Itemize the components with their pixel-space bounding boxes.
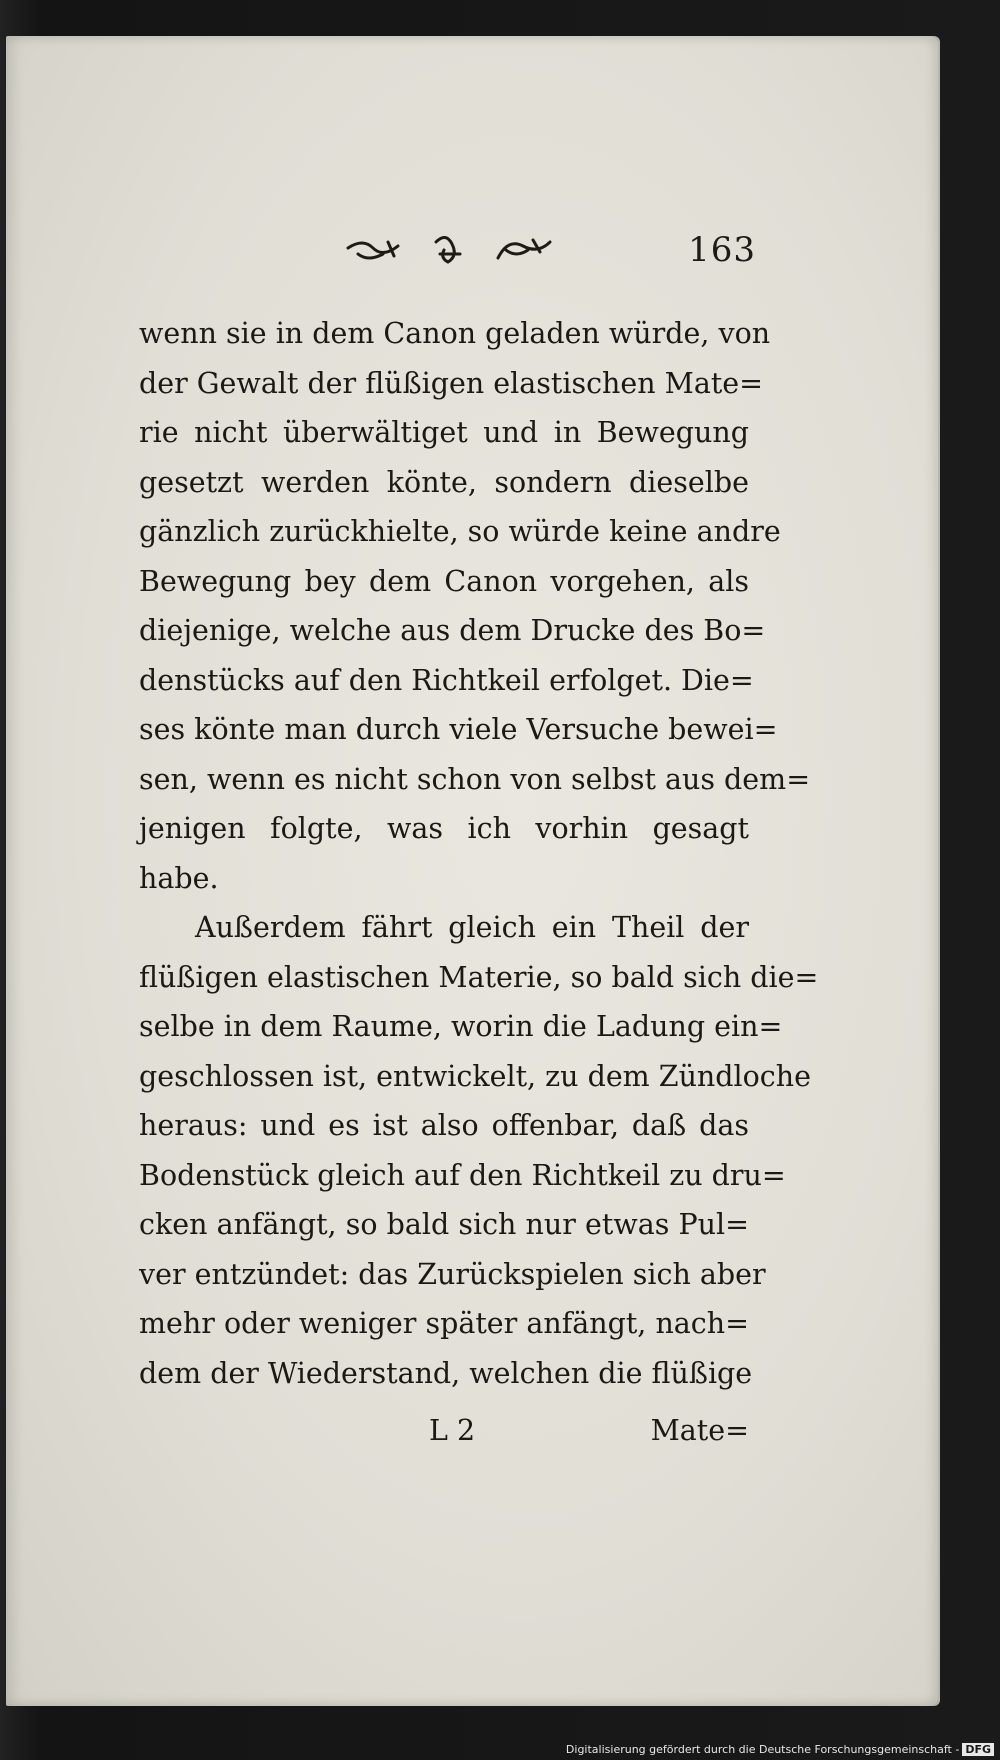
text-line: wenn sie in dem Canon geladen würde, von [139, 317, 771, 350]
page-header [136, 228, 756, 288]
text-line: sen, wenn es nicht schon von selbst aus dem= [139, 762, 811, 796]
text-line: heraus: und es ist also offenbar, daß das [139, 1109, 749, 1142]
credit-text: Digitalisierung gefördert durch die Deutsche Forschungsgemeinschaft - [565, 1743, 960, 1756]
text-line: der Gewalt der flüßigen elastischen Mate= [139, 366, 764, 400]
page-footer [139, 1414, 749, 1458]
catchword: Mate= [650, 1414, 749, 1447]
text-line: selbe in dem Raume, worin die Ladung ein= [139, 1010, 783, 1043]
dfg-logo: DFG [962, 1743, 994, 1756]
book-page [6, 36, 938, 1706]
text-line: diejenige, welche aus dem Drucke des Bo= [139, 614, 766, 647]
text-line: gesetzt werden könte, sondern dieselbe [139, 465, 749, 499]
text-line: ver entzündet: das Zurückspielen sich aber [139, 1257, 766, 1291]
text-line: rie nicht überwältiget und in Bewegung [139, 416, 749, 449]
text-line: cken anfängt, so bald sich nur etwas Pul= [139, 1208, 749, 1241]
text-line: Bewegung bey dem Canon vorgehen, als [139, 564, 749, 598]
text-line: flüßigen elastischen Materie, so bald sich die= [139, 960, 819, 994]
text-line: geschlossen ist, entwickelt, zu dem Zündloche [139, 1059, 811, 1093]
text-line: jenigen folgte, was ich vorhin gesagt [139, 812, 749, 845]
text-line: dem der Wiederstand, welchen die flüßige [139, 1356, 753, 1390]
body-text [139, 309, 819, 1398]
paragraph-start-line: Außerdem fährt gleich ein Theil der [195, 911, 749, 944]
page-number: 163 [688, 230, 756, 270]
text-line: gänzlich zurückhielte, so würde keine andre [139, 515, 781, 548]
text-line: mehr oder weniger später anfängt, nach= [139, 1307, 749, 1340]
signature-mark: L 2 [429, 1414, 476, 1447]
text-line: denstücks auf den Richtkeil erfolget. Die= [139, 663, 754, 697]
decorative-ornament [328, 228, 568, 276]
text-line: Bodenstück gleich auf den Richtkeil zu dru= [139, 1158, 786, 1192]
text-line: habe. [139, 861, 219, 895]
text-line: ses könte man durch viele Versuche bewei= [139, 713, 778, 746]
digitization-credit [566, 1743, 994, 1756]
